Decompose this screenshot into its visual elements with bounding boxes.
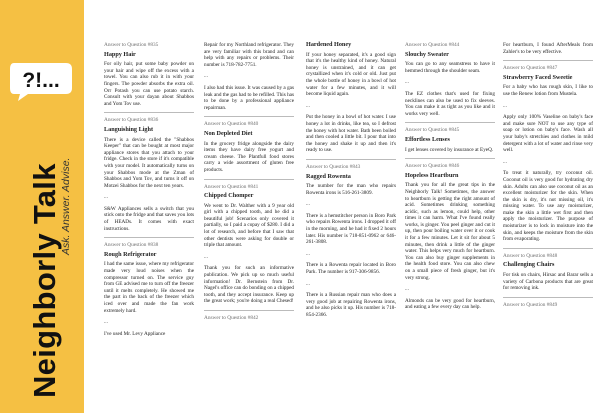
question-label: Answer to Question #835 [104, 42, 159, 48]
ellipsis: ... [104, 194, 108, 201]
answer-text: For oily hair, put some baby powder on your hair and wipe off the excess with a towel. You can also rub it in with your fingers. The powder absorbs the extra oil. Orr Potash you can use potato starch. Consult with your dayan about Shabbos and Yom Tov use. [104, 61, 194, 107]
answer-text: There is a hemstitcher person in Boro Park who repairs Rowenta irons. I dropped it off in the morning, and he had it fixed 2 hours later. His number is 718-851-0962 or 646-261-3808. [306, 212, 396, 246]
answer-text: There is a Russian repair man who does a very good job at repairing Rowenta irons, and he also picks it up. His number is 718-854-2366. [306, 292, 396, 318]
ellipsis: ... [503, 102, 507, 109]
answer-text: Put the honey in a bowl of hot water. I use honey a lot in drinks, like tea, so I defrost the honey with hot water. Bath been boiled and then cooled a little bit. I pour that into the honey and shake it up and then it's ready to use. [306, 114, 396, 154]
answer-text: There is a Rowenta repair located in Boro Park. The number is 917-306-9856. [306, 262, 396, 276]
question-title: Ragged Rowenta [306, 172, 351, 180]
answer-text: If your honey separated, it's a good sign that it's the healthy kind of honey. Natural honey is unstrained, and it can get crystallized when it's cold or old. Just put the whole bottle of honey in a bowl of hot water for a few minutes, and it will become liquid again. [306, 51, 396, 98]
answer-text: S&W Appliances sells a switch that you stick onto the fridge and that saves you lots of HEADs. It comes with exact instructions. [104, 205, 194, 232]
question-title: Non Depleted Diet [204, 129, 253, 137]
answer-text: The EZ clothes that's used for fixing necklines can also be used to fix sleeves. You can make it as tight as you like and it works very well. [405, 90, 495, 117]
answer-text: Thank you for all the great tips in the Neighborly Talk! Sometimes, the answer to heartburn is getting the right amount of acid. Sometimes drinking something acidic, such as lemon, could help, other times it can harm. What I've found really works, is ginger. You peel ginger and cut it up, then pour boiling water over it or cook it for a few minutes. Let it sit for about 5 minutes, then drink a little of the ginger water. This helps very much for heartburn. You can also buy ginger supplements in the health food store. You can also chew on a small piece of fresh ginger, but it's very strong. [405, 182, 495, 281]
question-label: Answer to Question #848 [503, 252, 558, 259]
ellipsis: ... [306, 250, 310, 257]
question-label: Answer to Question #849 [503, 301, 558, 308]
question-title: Effortless Lenses [405, 135, 450, 143]
answer-text: For heartburn, I found AfterMeals from Zahler's to be very effective. [503, 42, 593, 55]
ellipsis: ... [405, 79, 409, 86]
answer-text: In the grocery fridge alongside the dairy items they have dairy free yogurt and cream cheese. The Plantfull food stores carry a wide assortment of gluten free products. [204, 140, 294, 173]
question-label: Answer to Question #840 [204, 121, 259, 128]
question-label: Answer to Question #847 [503, 65, 558, 72]
answer-text: I get lenses covered by insurance at EyeQ. [405, 146, 494, 153]
column-1 [104, 42, 194, 342]
answer-text: I've used Mr. Levy Appliance [104, 330, 166, 337]
question-label: Answer to Question #845 [405, 127, 460, 134]
divider [104, 112, 194, 113]
ellipsis: ... [503, 158, 507, 165]
divider [503, 297, 593, 298]
question-label: Answer to Question #843 [306, 163, 361, 170]
divider [104, 237, 194, 238]
answer-text: There is a device called the "Shabbos Keeper" that can be bought at most major appliance stores that you attach to your fridge. Check in the store if it's compatible with your model. It automatically turns on your Shabbos mode at the Zman of Shabbos and Yom Tov, and turns it off on Motzei Shabbos for the next ten years. [104, 136, 194, 189]
question-title: Slouchy Sweater [405, 50, 449, 58]
question-title: Chipped Chomper [204, 192, 254, 200]
divider [204, 179, 294, 180]
answer-text: We went to Dr. Walther with a 9 year old girl with a chipped tooth, and he did a beautiful job! Scenarios only covered it partially, so I paid a copay of $280. I did a lot of research, and before that I saw that other dentists were asking for double or triple that amount. [204, 202, 294, 249]
speech-bubble-icon [8, 60, 74, 102]
column-2 [204, 42, 294, 325]
column-4 [405, 42, 495, 316]
answer-text: For tisk on chairs, Hirsac and Barar sells a variety of Carbona products that are great for removing ink. [503, 272, 593, 292]
ellipsis: ... [306, 201, 310, 208]
brand-tagline: Ask. Answer. Advise. [60, 157, 72, 255]
bubble-text: ?!... [22, 69, 60, 92]
question-title: Strawberry Faced Sweetie [503, 73, 573, 81]
answer-text: I also had this issue. It was caused by a gas leak and the gas had to be refilled. This has to be done by a professional appliance repairman. [204, 84, 294, 111]
divider [503, 60, 593, 61]
answer-text: Almonds can be very good for heartburn, and eating a few every day can help. [405, 297, 495, 311]
question-title: Happy Hair [104, 50, 136, 58]
answer-text: The number for the man who repairs Rowenta irons is 516-261-3809. [306, 183, 396, 196]
brand-title: Neighborly Talk [27, 163, 62, 398]
question-title: Challenging Chairs [503, 261, 555, 269]
ellipsis: ... [104, 319, 108, 326]
question-title: Hopeless Heartburn [405, 171, 459, 179]
question-label: Answer to Question #844 [405, 42, 460, 48]
question-label: Answer to Question #836 [104, 117, 159, 124]
answer-text: To treat it naturally, try coconut oil. Coconut oil is very good for hydrating dry skin. Adults can also use coconut oil as an excellent moisturizer for the skin. When the skin is dry, it's not missing oil, it's missing water. To use any moisturizer, make the skin a little wet first and then apply the moisturizer. The purpose of moisturizer is to lock in moisture into the skin, and keeps the moisture from the skin from evaporating. [503, 170, 593, 243]
divider [204, 310, 294, 311]
question-label: Answer to Question #846 [405, 163, 460, 170]
divider [503, 248, 593, 249]
brand-sidebar [0, 0, 84, 413]
question-label: Answer to Question #841 [204, 183, 259, 190]
divider [204, 116, 294, 117]
question-title: Languishing Light [104, 125, 154, 133]
column-3 [306, 42, 396, 324]
divider [405, 122, 495, 123]
ellipsis: ... [306, 280, 310, 287]
answer-text: For a baby who has rough skin, I like to use the Renew lotion from Mustela. [503, 84, 593, 97]
answer-text: Apply only 100% Vaseline on baby's face and make sure NOT to use any type of soap or lotion on baby's face. Wash all your baby's stretchies and clothes in mild detergent with a lot of water and rinse very well. [503, 114, 593, 154]
ellipsis: ... [306, 102, 310, 109]
divider [405, 158, 495, 159]
question-label: Answer to Question #842 [204, 315, 259, 321]
column-5 [503, 42, 593, 311]
question-label: Answer to Question #838 [104, 242, 159, 249]
ellipsis: ... [204, 253, 208, 260]
answer-text: Repair for my Northland refrigerator. They are very familiar with this brand and can help with any repairs or problems. Their number is 718-782-7751. [204, 42, 294, 68]
question-title: Rough Refrigerator [104, 250, 157, 258]
ellipsis: ... [405, 286, 409, 293]
ellipsis: ... [204, 73, 208, 80]
answer-text: You can go to any seamstress to have it hemmed through the shoulder seam. [405, 61, 495, 74]
question-title: Hardened Honey [306, 41, 352, 48]
answer-text: I had the same issue, where my refrigerator made very loud noises when the compressor turned on. The service guy from GE advised me to turn off the freezer until it melts completely. He showed me the part in the back of the freezer which iced over and made the fan work extremely hard. [104, 261, 194, 314]
answer-text: Thank you for such an informative publication. We pick up so much useful information! Dr. Bernstein from Dr. Nagel's office can do bonding on a chipped tooth, and they accept insurance. Keep up the great work; you're doing a real Chesed! [204, 265, 294, 305]
divider [306, 159, 396, 160]
